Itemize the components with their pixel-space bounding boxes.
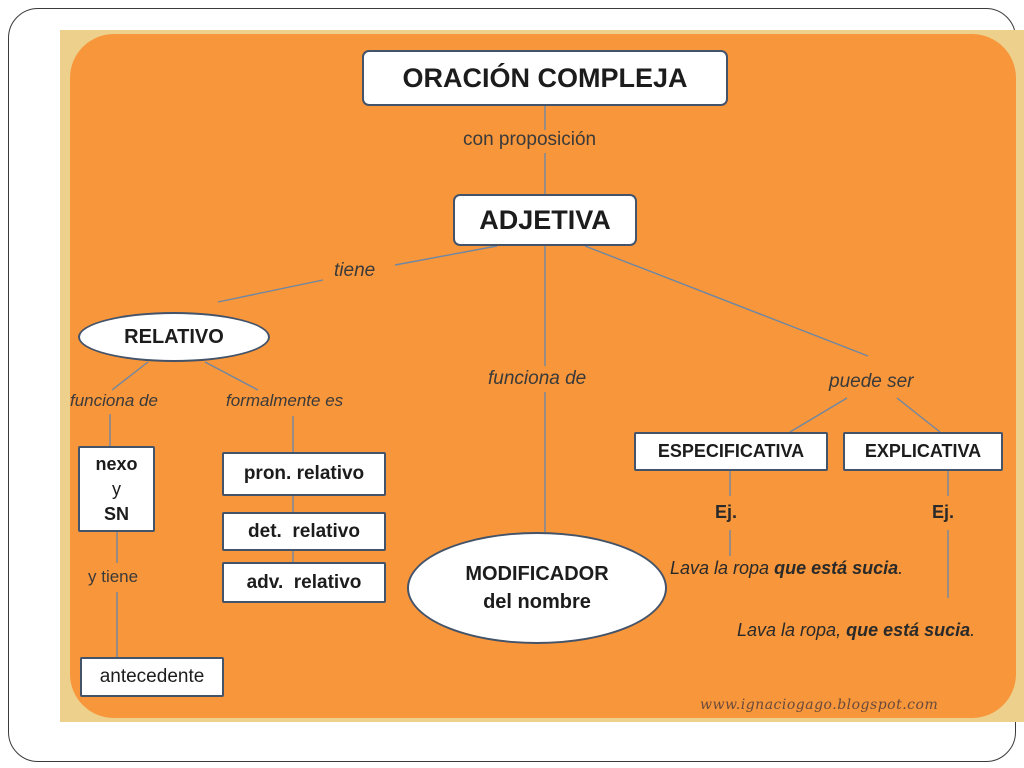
node-pron-relativo-label: pron. relativo [243, 463, 365, 484]
node-nexo-line1: nexo [95, 453, 138, 474]
node-explicativa-label: EXPLICATIVA [864, 441, 982, 461]
link-puede-explicativa [897, 398, 940, 432]
node-adv-relativo-label: adv. relativo [246, 571, 362, 593]
link-adjetiva-tiene [395, 246, 497, 265]
label-funciona-de: funciona de [488, 368, 587, 389]
link-relativo-formalmente [205, 362, 258, 390]
example-explicativa-after: . [970, 620, 976, 640]
example-especificativa [670, 558, 903, 579]
label-tiene: tiene [334, 260, 376, 281]
example-explicativa-bold: que está sucia [846, 620, 971, 640]
node-modificador-line1: MODIFICADOR [465, 563, 609, 585]
label-con-proposicion: con proposición [463, 129, 597, 150]
node-adjetiva-label: ADJETIVA [479, 204, 611, 235]
node-nexo-line2: y [112, 478, 121, 499]
link-relativo-funciona [112, 362, 148, 390]
example-especificativa-after: . [898, 558, 904, 578]
node-antecedente [80, 657, 224, 697]
link-adjetiva-puede [585, 246, 868, 356]
label-ej-explicativa: Ej. [932, 502, 955, 522]
watermark-text: www.ignaciogago.blogspot.com [700, 697, 939, 713]
node-pron-relativo [222, 452, 386, 496]
node-nexo-line3: SN [103, 503, 129, 524]
node-adv-relativo [222, 562, 386, 603]
node-antecedente-label: antecedente [99, 666, 205, 687]
example-explicativa [737, 620, 975, 641]
label-ej-especificativa: Ej. [715, 502, 738, 522]
example-especificativa-before: Lava la ropa [670, 558, 775, 578]
node-especificativa [634, 432, 828, 471]
link-puede-especificativa [790, 398, 847, 432]
node-relativo [78, 312, 270, 362]
node-oracion-compleja-label: ORACIÓN COMPLEJA [402, 62, 688, 93]
link-tiene-relativo [218, 280, 323, 302]
example-explicativa-before: Lava la ropa, [737, 620, 847, 640]
node-nexo-sn [78, 446, 155, 532]
node-det-relativo [222, 512, 386, 551]
node-det-relativo-label: det. relativo [248, 520, 360, 542]
node-oracion-compleja [362, 50, 728, 106]
label-relativo-funciona-de: funciona de [70, 391, 158, 410]
node-relativo-label: RELATIVO [124, 325, 224, 348]
label-puede-ser: puede ser [829, 371, 914, 392]
node-modificador [407, 532, 667, 644]
node-especificativa-label: ESPECIFICATIVA [657, 441, 805, 461]
label-y-tiene: y tiene [88, 567, 139, 586]
label-formalmente-es: formalmente es [226, 391, 344, 410]
node-adjetiva [453, 194, 637, 246]
example-especificativa-bold: que está sucia [774, 558, 899, 578]
node-modificador-line2: del nombre [483, 591, 591, 613]
node-explicativa [843, 432, 1003, 471]
